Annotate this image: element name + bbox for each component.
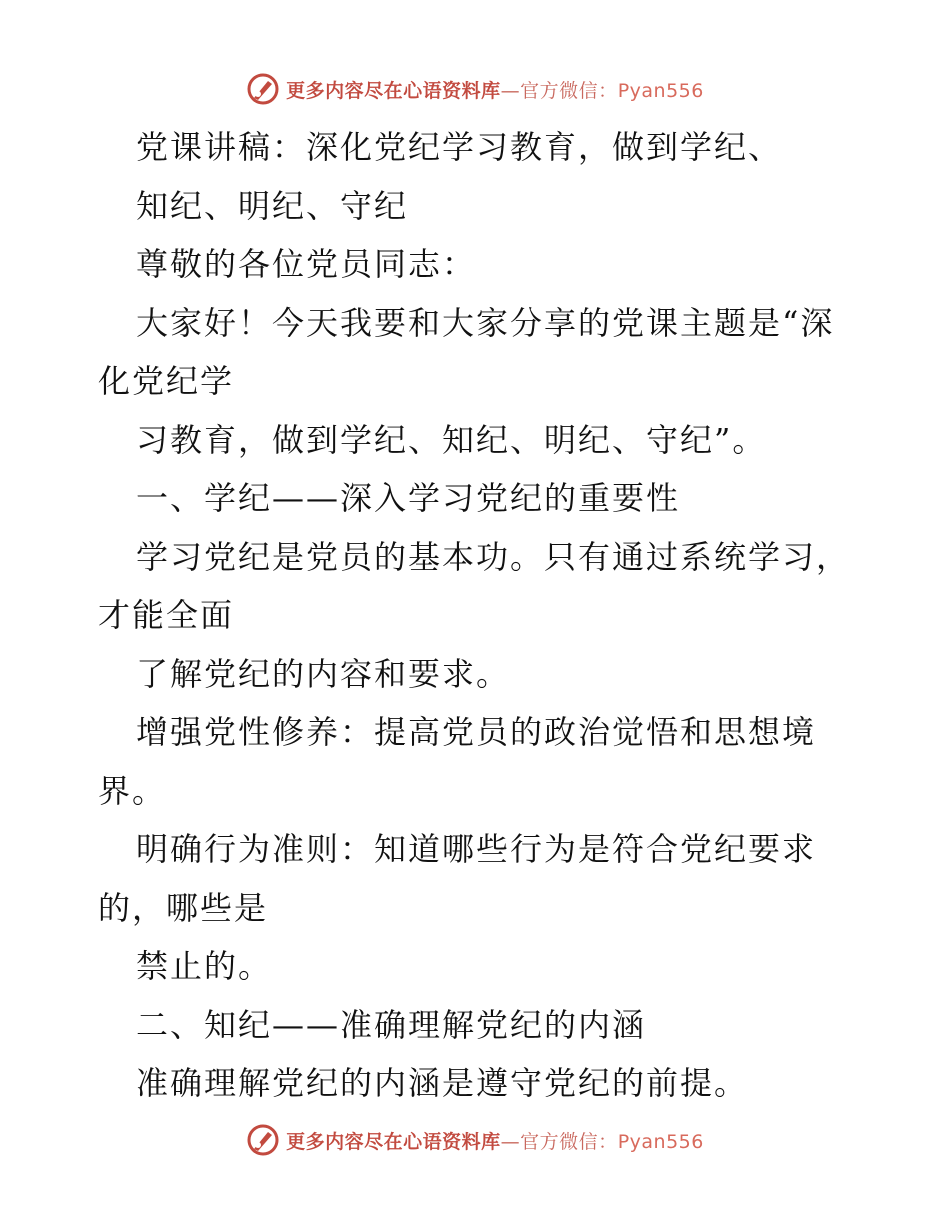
watermark-brand: 更多内容尽在心语资料库 [286, 79, 501, 102]
title-line-1: 党课讲稿：深化党纪学习教育，做到学纪、 [136, 128, 783, 166]
watermark-id: Pyan556 [617, 79, 704, 102]
footer-watermark [0, 1123, 950, 1157]
paragraph-line: 明确行为准则：知道哪些行为是符合党纪要求 [136, 830, 817, 868]
watermark-dash: — [500, 1130, 521, 1153]
paragraph-line: 才能全面 [98, 596, 235, 634]
watermark-text [286, 76, 704, 103]
paragraph-line: 了解党纪的内容和要求。 [136, 654, 511, 693]
paragraph-line: 禁止的。 [136, 947, 273, 985]
paragraph-line: 准确理解党纪的内涵是遵守党纪的前提。 [136, 1064, 749, 1102]
title-line-2: 知纪、明纪、守纪 [136, 186, 409, 225]
paragraph-line: 界。 [98, 771, 167, 810]
paragraph-line: 大家好！今天我要和大家分享的党课主题是“深 [136, 303, 835, 342]
watermark-suffix: 官方微信： [520, 1130, 618, 1153]
document-body [98, 118, 858, 1113]
watermark-suffix: 官方微信： [520, 79, 618, 102]
quill-logo-icon [246, 1123, 280, 1157]
watermark-dash: — [500, 79, 521, 102]
paragraph-line: 的，哪些是 [98, 888, 269, 927]
watermark-brand: 更多内容尽在心语资料库 [286, 1130, 501, 1153]
header-watermark [0, 72, 950, 106]
watermark-text [286, 1127, 704, 1154]
paragraph-line: 增强党性修养：提高党员的政治觉悟和思想境 [136, 713, 817, 751]
paragraph-line: 习教育，做到学纪、知纪、明纪、守纪”。 [136, 420, 767, 459]
watermark-id: Pyan556 [617, 1130, 704, 1153]
section-heading-2: 二、知纪——准确理解党纪的内涵 [136, 1005, 647, 1044]
quill-logo-icon [246, 72, 280, 106]
paragraph-line: 学习党纪是党员的基本功。只有通过系统学习， [136, 537, 851, 576]
salutation: 尊敬的各位党员同志： [136, 245, 477, 283]
section-heading-1: 一、学纪——深入学习党纪的重要性 [136, 479, 681, 517]
paragraph-line: 化党纪学 [98, 362, 235, 400]
